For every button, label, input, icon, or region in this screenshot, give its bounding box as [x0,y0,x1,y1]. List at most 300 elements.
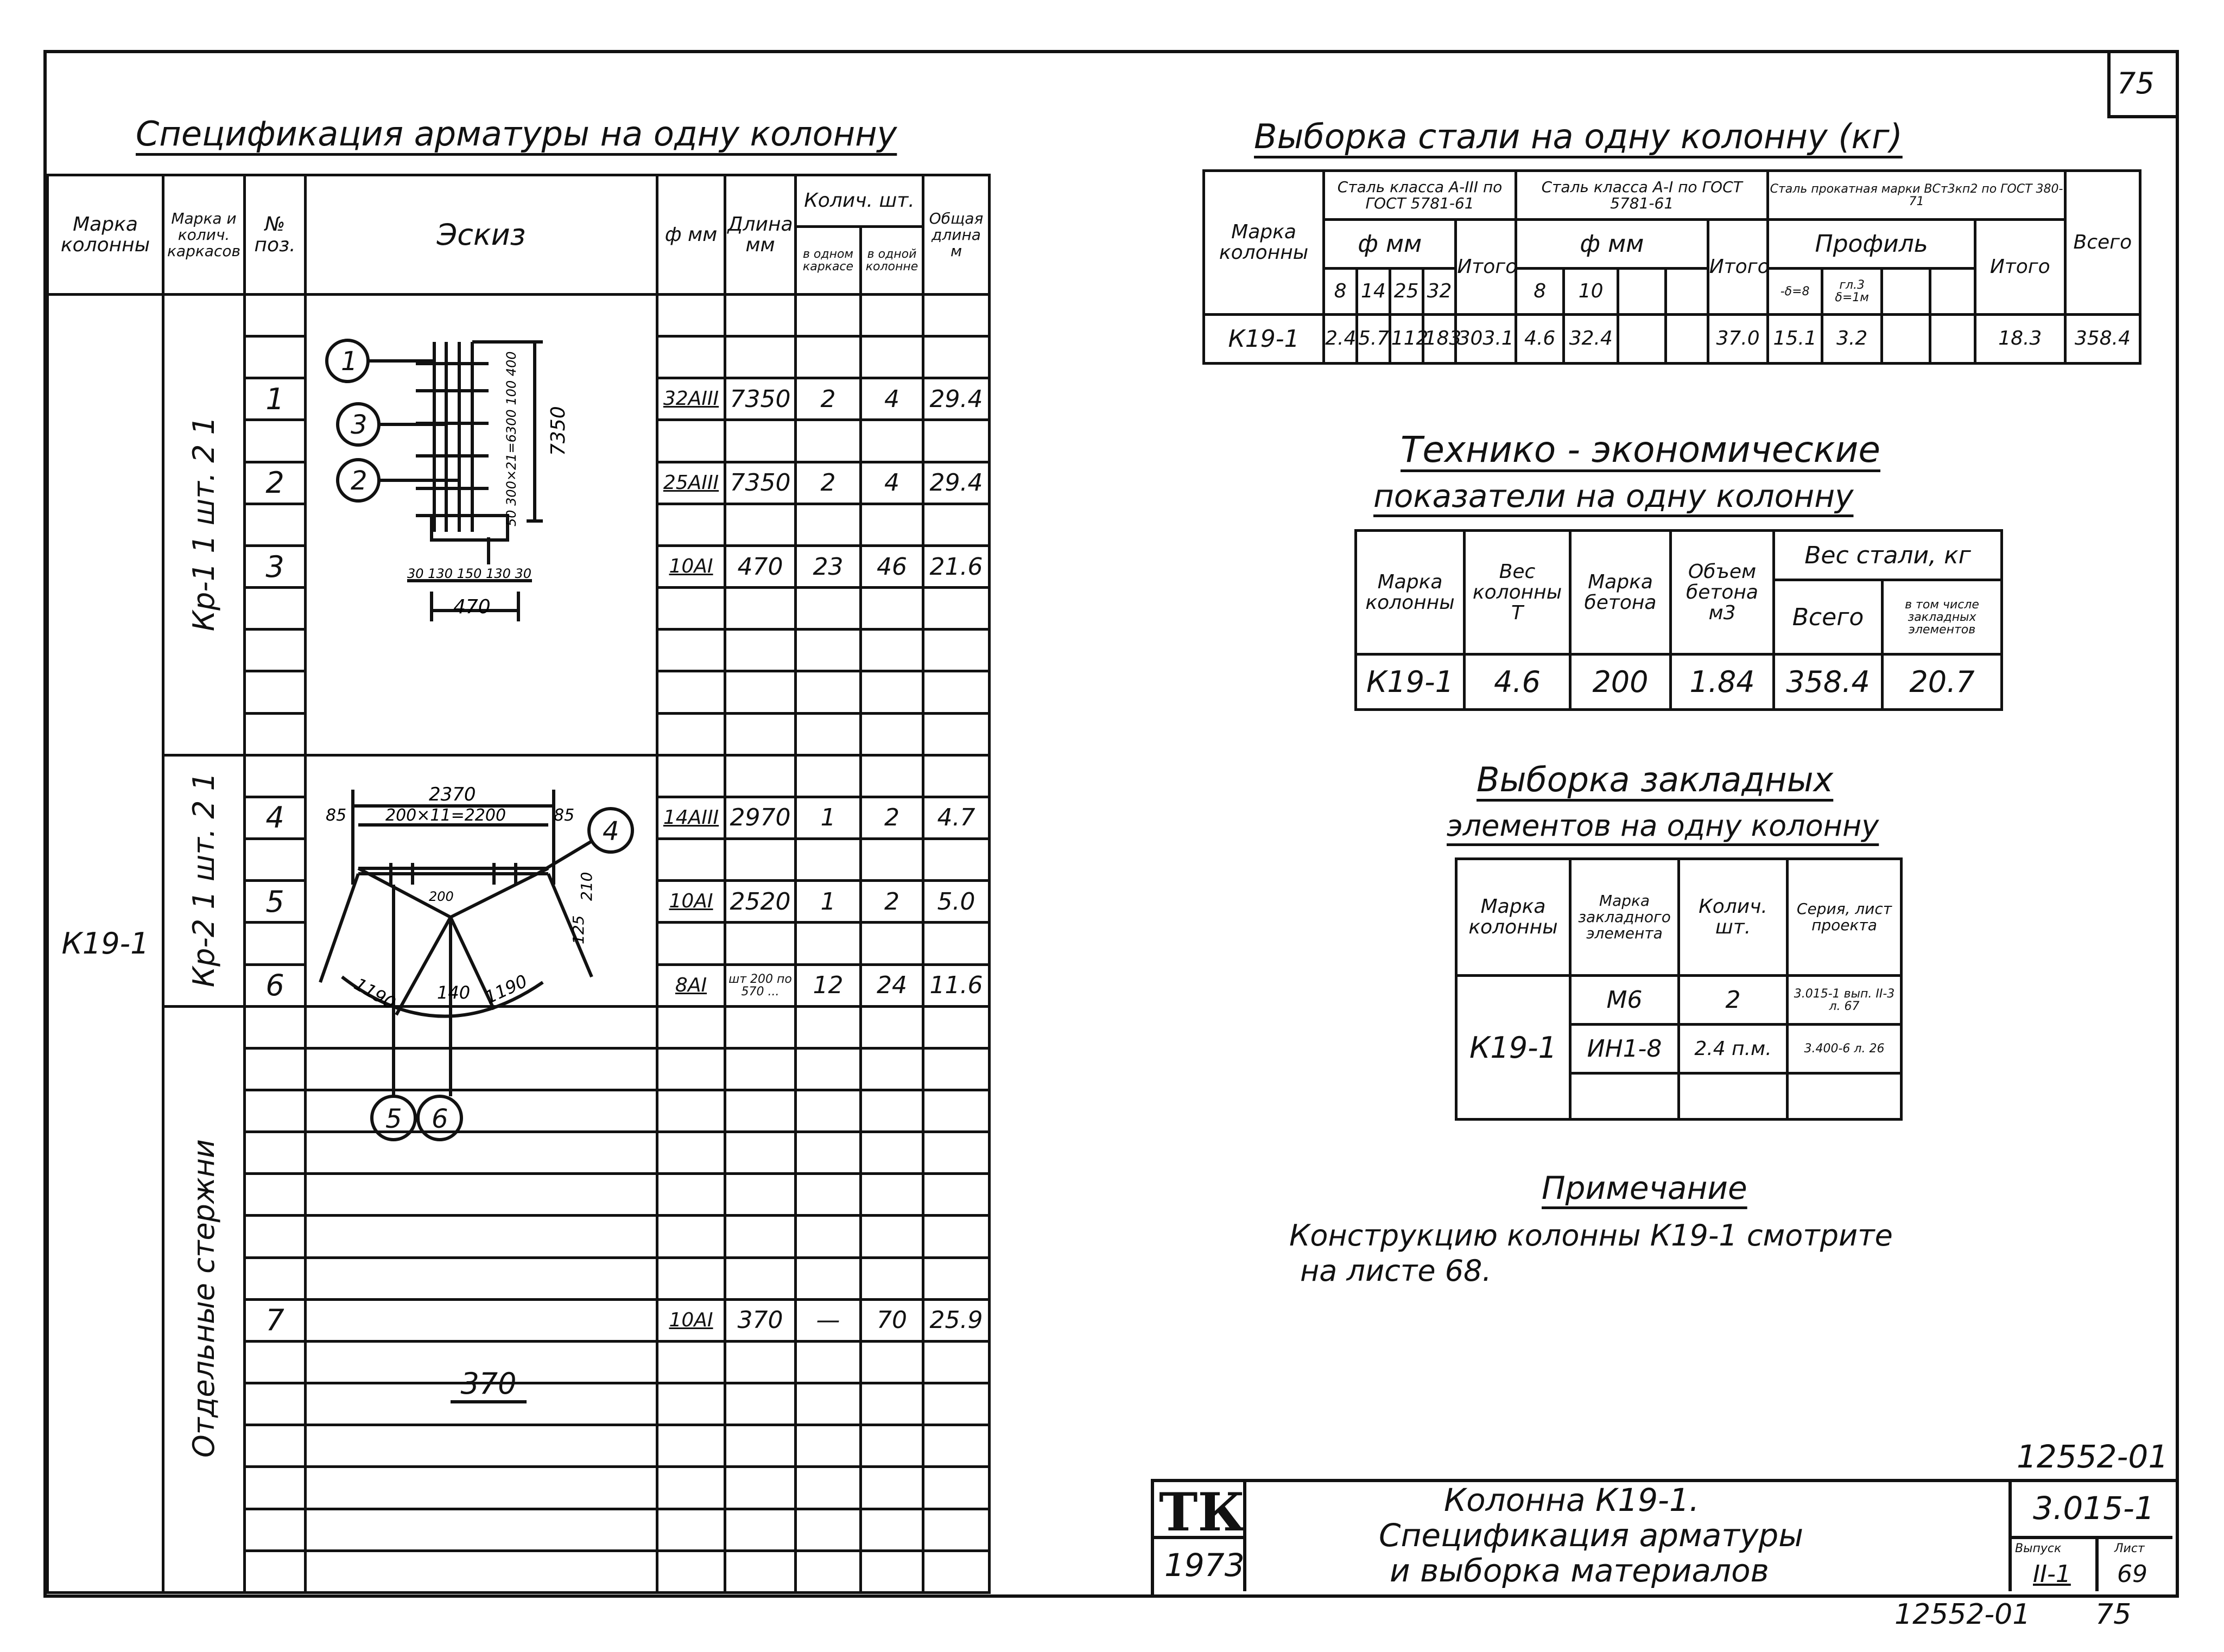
spec-sketch-line [306,1174,657,1216]
spec-len [725,336,796,378]
spec-qf [796,713,861,755]
spec-qc [861,1006,923,1048]
spec-len [725,755,796,797]
spec-dia [657,1090,725,1132]
spec-pos: 5 [245,881,306,923]
spec-qc [861,1551,923,1592]
spec-qf: 12 [796,964,861,1006]
emb-h-qty: Колич. шт. [1679,859,1788,976]
spec-dia [657,1467,725,1509]
spec-len [725,295,796,336]
spec-dia [657,336,725,378]
spec-qc: 4 [861,378,923,420]
spec-qc [861,630,923,671]
steel-dia-cell [1930,269,1975,315]
spec-len [725,1341,796,1383]
spec-tl [923,504,990,545]
spec-pos [245,1216,306,1257]
steel-dia-cell [1666,269,1708,315]
tech-title-1: Технико - экономические [1401,429,1880,471]
tech-h-total: Всего [1774,580,1883,655]
spec-len [725,504,796,545]
spec-pos [245,1467,306,1509]
spec-pos: 6 [245,964,306,1006]
spec-tl [923,671,990,713]
sketch2-circle-4: 4 [603,816,619,847]
steel-dia-cell: гл.3 δ=1м [1822,269,1882,315]
spec-group-2: Кр-2 1 шт. 2 1 [163,755,245,1006]
spec-len [725,588,796,630]
spec-qf [796,1216,861,1257]
emb-h-mark: Марка колонны [1456,859,1570,976]
steel-dia-cell [1618,269,1665,315]
spec-qf [796,923,861,964]
spec-len [725,839,796,881]
h-qty-frame: в одном каркасе [796,227,861,295]
spec-tl [923,1257,990,1299]
tech-h-volume: Объем бетона м3 [1671,531,1774,655]
spec-qc: 2 [861,881,923,923]
steel-dia-cell: 32 [1423,269,1456,315]
spec-qf [796,1509,861,1551]
spec-qc: 4 [861,462,923,504]
sketch2-dim-85a: 85 [326,806,347,825]
sketch2-circle-6: 6 [432,1104,448,1134]
spec-len [725,1551,796,1592]
spec-pos [245,1048,306,1090]
spec-len [725,1090,796,1132]
spec-tl [923,630,990,671]
sketch-frame-1 [309,309,646,640]
steel-data-cell [1666,314,1708,363]
spec-dia [657,420,725,462]
steel-title: Выборка стали на одну колонну (кг) [1254,117,1903,156]
tech-title-2: показатели на одну колонну [1373,478,1854,514]
steel-h-a1: Сталь класса А-I по ГОСТ 5781-61 [1516,171,1767,220]
spec-len [725,1132,796,1174]
spec-qc [861,504,923,545]
steel-h-vst: Сталь прокатная марки ВСт3кп2 по ГОСТ 380-71 [1768,171,2065,220]
stamp-line-2: Спецификация арматуры [1379,1517,1804,1554]
spec-qc [861,1048,923,1090]
steel-dia-cell: 10 [1564,269,1618,315]
spec-dia: 10АI [657,545,725,587]
sketch2-dim-top: 2370 [429,784,476,805]
spec-dia [657,1383,725,1425]
stamp-hline-right [2008,1536,2172,1539]
spec-qf: 1 [796,797,861,838]
page-number-bottom: 75 [2095,1598,2132,1631]
spec-tl [923,839,990,881]
spec-pos [245,671,306,713]
spec-qf [796,1174,861,1216]
spec-len [725,1467,796,1509]
steel-h-itogo-a1: Итого [1708,220,1768,315]
spec-qf [796,1425,861,1467]
stamp-issue: II-1 [2033,1560,2071,1588]
steel-data-cell: 112 [1390,314,1423,363]
spec-qf [796,420,861,462]
spec-group-3: Отдельные стержни [163,1006,245,1592]
spec-qf: 2 [796,378,861,420]
emb-series-1: 3.015-1 вып. II-3 л. 67 [1788,976,1902,1025]
steel-data-cell: 37.0 [1708,314,1768,363]
sketch1-dim-width: 470 [453,596,491,618]
spec-len [725,1257,796,1299]
steel-h-a3: Сталь класса А-III по ГОСТ 5781-61 [1324,171,1516,220]
spec-dia [657,755,725,797]
steel-data-cell: 5.7 [1357,314,1390,363]
spec-dia [657,588,725,630]
spec-qc [861,295,923,336]
spec-qf [796,1006,861,1048]
spec-dia: 10АI [657,1299,725,1341]
spec-sketch-line [306,1257,657,1299]
spec-qc: 2 [861,797,923,838]
sketch2-dim-125: 125 [569,915,587,944]
steel-data-cell: 2.4 [1324,314,1357,363]
h-frame-mark: Марка и колич. каркасов [163,175,245,295]
sketch1-circle-3: 3 [351,410,368,440]
emb-el-2: ИН1-8 [1570,1025,1679,1073]
spec-tl: 29.4 [923,378,990,420]
spec-len [725,630,796,671]
steel-data-cell [1882,314,1930,363]
sketch1-circle-2: 2 [351,466,368,496]
spec-pos [245,588,306,630]
spec-tl: 21.6 [923,545,990,587]
spec-pos [245,336,306,378]
spec-len: 370 [725,1299,796,1341]
stamp-sheet: 69 [2117,1560,2147,1588]
tech-concrete: 200 [1570,655,1671,710]
spec-dia [657,295,725,336]
spec-tl: 4.7 [923,797,990,838]
sketch2-dim-1190b: 1190 [481,970,531,1008]
stamp-div-3 [2095,1536,2099,1591]
spec-tl [923,336,990,378]
spec-qf [796,1090,861,1132]
steel-h-dia-a3: ф мм [1324,220,1456,269]
spec-qc [861,1216,923,1257]
tech-volume: 1.84 [1671,655,1774,710]
steel-h-itogo-pr: Итого [1975,220,2065,315]
spec-tl [923,295,990,336]
spec-qf [796,755,861,797]
emb-empty-3 [1788,1073,1902,1120]
spec-pos [245,1006,306,1048]
tech-table [1354,529,2003,711]
tech-h-mark: Марка колонны [1356,531,1465,655]
spec-dia [657,1257,725,1299]
spec-pos: 3 [245,545,306,587]
tech-h-embedded: в том числе закладных элементов [1883,580,2002,655]
spec-dia [657,671,725,713]
steel-data-cell: 303.1 [1456,314,1516,363]
spec-len: 470 [725,545,796,587]
emb-qty-1: 2 [1679,976,1788,1025]
spec-qf [796,588,861,630]
spec-tl [923,1425,990,1467]
page-number-top: 75 [2117,66,2155,100]
steel-data-cell [1618,314,1665,363]
spec-qf: 23 [796,545,861,587]
spec-pos [245,420,306,462]
spec-qf [796,630,861,671]
steel-dia-cell: 25 [1390,269,1423,315]
steel-table [1202,169,2141,365]
spec-pos [245,295,306,336]
sketch1-dim-height: 7350 [547,406,569,456]
spec-dia: 14АIII [657,797,725,838]
sketch1-dim-bottom: 30 130 150 130 30 [407,566,532,581]
spec-tl [923,1090,990,1132]
spec-tl [923,1383,990,1425]
spec-qc [861,336,923,378]
spec-sketch-line [306,1299,657,1341]
emb-empty-2 [1679,1073,1788,1120]
sketch2-circle-5: 5 [385,1104,402,1134]
spec-dia [657,1048,725,1090]
spec-qc [861,1425,923,1467]
tech-embedded: 20.7 [1883,655,2002,710]
spec-qf [796,504,861,545]
spec-tl [923,588,990,630]
spec-qf [796,1467,861,1509]
spec-pos [245,1551,306,1592]
spec-len [725,671,796,713]
steel-data-cell: 183 [1423,314,1456,363]
spec-len: шт 200 по 570 ... [725,964,796,1006]
doc-number-bottom: 12552-01 [1894,1598,2031,1631]
stamp-year: 1973 [1164,1547,1245,1584]
steel-h-itogo-a3: Итого [1456,220,1516,315]
emb-el-1: М6 [1570,976,1679,1025]
steel-data-cell: К19-1 [1204,314,1324,363]
steel-dia-cell: -δ=8 [1768,269,1822,315]
steel-h-profile: Профиль [1768,220,1975,269]
tech-h-weight: Вес колонны Т [1465,531,1570,655]
spec-tl [923,713,990,755]
h-qty-col: в одной колонне [861,227,923,295]
spec-pos: 2 [245,462,306,504]
sketch-frame-2 [309,760,646,1140]
spec-dia [657,1341,725,1383]
spec-qf [796,1341,861,1383]
spec-sketch-line [306,1509,657,1551]
spec-len [725,1048,796,1090]
emb-h-el: Марка закладного элемента [1570,859,1679,976]
spec-pos [245,1090,306,1132]
steel-data-cell: 15.1 [1768,314,1822,363]
stamp-issue-label: Выпуск [2015,1542,2062,1555]
spec-sketch-line [306,1551,657,1592]
stamp-series: 3.015-1 [2033,1490,2155,1527]
h-qty: Колич. шт. [796,175,923,227]
spec-pos [245,923,306,964]
stamp-line-1: Колонна К19-1. [1444,1482,1700,1518]
spec-qc [861,1509,923,1551]
stamp-sheet-label: Лист [2114,1542,2145,1555]
emb-qty-2: 2.4 п.м. [1679,1025,1788,1073]
emb-title-1: Выборка закладных [1477,760,1834,799]
spec-dia [657,1006,725,1048]
h-dia: ф мм [657,175,725,295]
spec-pos [245,1341,306,1383]
spec-pos [245,1425,306,1467]
spec-tl [923,1467,990,1509]
sketch2-dim-210: 210 [578,872,595,901]
spec-tl [923,420,990,462]
spec-tl [923,1341,990,1383]
steel-dia-cell: 14 [1357,269,1390,315]
stamp-div-2 [2008,1479,2012,1591]
spec-dia [657,1174,725,1216]
tech-mark: К19-1 [1356,655,1465,710]
spec-dia [657,713,725,755]
spec-tl [923,1509,990,1551]
spec-tl [923,755,990,797]
spec-qc [861,713,923,755]
spec-qf [796,1132,861,1174]
steel-h-dia-a1: ф мм [1516,220,1708,269]
spec-tl [923,1048,990,1090]
note-text-1: Конструкцию колонны К19-1 смотрите [1289,1218,1893,1253]
sketch3-bar: 370 [451,1368,527,1403]
spec-len [725,1383,796,1425]
spec-dia [657,839,725,881]
spec-tl [923,1006,990,1048]
spec-title: Спецификация арматуры на одну колонну [136,114,897,154]
spec-qc [861,1341,923,1383]
spec-group-1: Кр-1 1 шт. 2 1 [163,295,245,755]
sketch1-circle-1: 1 [341,346,358,377]
steel-data-cell: 3.2 [1822,314,1882,363]
spec-qc: 70 [861,1299,923,1341]
tech-total: 358.4 [1774,655,1883,710]
emb-h-series: Серия, лист проекта [1788,859,1902,976]
embedded-table [1455,857,1903,1121]
spec-len [725,1425,796,1467]
stamp-code-top: 12552-01 [2017,1438,2169,1475]
sketch1-dim-side: 50 300×21=6300 100 400 [504,351,519,526]
spec-column-mark: К19-1 [48,295,163,1593]
spec-qf [796,295,861,336]
spec-len [725,420,796,462]
spec-pos [245,713,306,755]
spec-qc [861,1132,923,1174]
spec-qc [861,671,923,713]
spec-pos [245,755,306,797]
stamp-line-3: и выборка материалов [1390,1552,1769,1589]
steel-dia-cell: 8 [1516,269,1563,315]
note-text-2: на листе 68. [1300,1254,1492,1288]
spec-dia [657,923,725,964]
spec-pos [245,1174,306,1216]
spec-dia [657,1509,725,1551]
spec-dia [657,1551,725,1592]
sketch2-dim-1190a: 1190 [351,974,400,1014]
spec-pos [245,839,306,881]
emb-series-2: 3.400-6 л. 26 [1788,1025,1902,1073]
sketch2-dim-140: 140 [437,982,471,1003]
spec-dia: 32АIII [657,378,725,420]
spec-len [725,1174,796,1216]
steel-data-cell: 358.4 [2065,314,2140,363]
spec-qc: 24 [861,964,923,1006]
spec-dia: 8АI [657,964,725,1006]
spec-tl [923,1216,990,1257]
emb-title-2: элементов на одну колонну [1447,809,1879,843]
spec-qc [861,1257,923,1299]
spec-qf [796,336,861,378]
spec-len [725,1216,796,1257]
tech-weight: 4.6 [1465,655,1570,710]
sketch2-dim-200: 200 [429,889,454,904]
spec-qc [861,420,923,462]
spec-dia [657,1132,725,1174]
spec-dia [657,1216,725,1257]
sketch2-dim-inner: 200×11=2200 [385,806,506,825]
spec-pos: 4 [245,797,306,838]
emb-empty-1 [1570,1073,1679,1120]
spec-tl [923,1132,990,1174]
h-pos: № поз. [245,175,306,295]
spec-qc [861,588,923,630]
spec-dia: 10АI [657,881,725,923]
spec-len [725,923,796,964]
spec-qc [861,923,923,964]
spec-len: 2970 [725,797,796,838]
spec-qf: — [796,1299,861,1341]
spec-tl [923,923,990,964]
note-title: Примечание [1542,1170,1747,1206]
spec-dia [657,630,725,671]
spec-pos: 7 [245,1299,306,1341]
spec-qf [796,1257,861,1299]
steel-h-mark: Марка колонны [1204,171,1324,315]
steel-data-cell [1930,314,1975,363]
h-total-len: Общая длина м [923,175,990,295]
spec-sketch-line [306,1216,657,1257]
steel-h-vsego: Всего [2065,171,2140,315]
spec-qc [861,1467,923,1509]
spec-qc: 46 [861,545,923,587]
spec-qc [861,839,923,881]
tech-h-steel: Вес стали, кг [1774,531,2002,580]
spec-tl: 5.0 [923,881,990,923]
steel-data-cell: 18.3 [1975,314,2065,363]
emb-mark: К19-1 [1456,976,1570,1120]
spec-pos [245,1383,306,1425]
spec-qc [861,1090,923,1132]
spec-qc [861,1383,923,1425]
spec-tl [923,1174,990,1216]
spec-dia [657,1425,725,1467]
steel-dia-cell [1882,269,1930,315]
spec-qf [796,1551,861,1592]
spec-tl: 29.4 [923,462,990,504]
spec-qc [861,755,923,797]
spec-len [725,1509,796,1551]
spec-len: 2520 [725,881,796,923]
spec-pos: 1 [245,378,306,420]
spec-len [725,713,796,755]
spec-tl: 25.9 [923,1299,990,1341]
spec-pos [245,630,306,671]
spec-dia [657,504,725,545]
spec-len: 7350 [725,462,796,504]
